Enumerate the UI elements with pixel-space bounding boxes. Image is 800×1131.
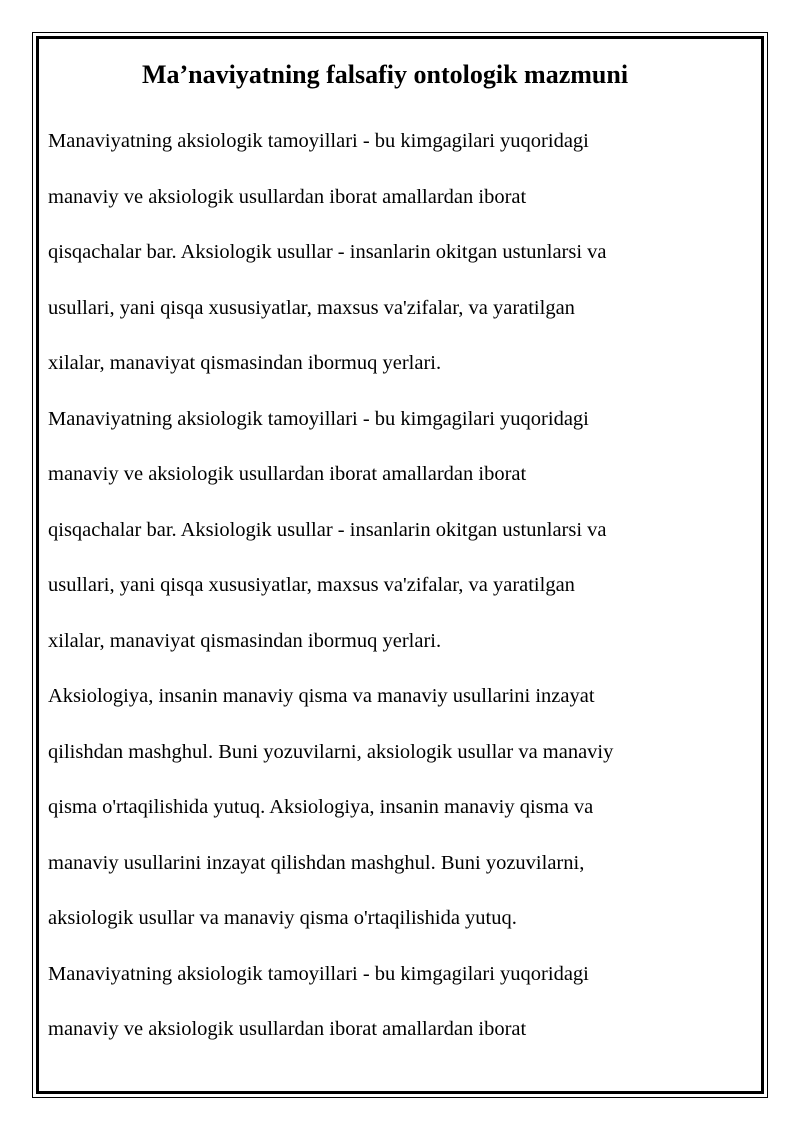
text-line: qilishdan mashghul. Buni yozuvilarni, aksiologik usullar va manaviy	[48, 740, 614, 763]
text-line: manaviy usullarini inzayat qilishdan mashghul. Buni yozuvilarni,	[48, 851, 585, 874]
text-line: qisqachalar bar. Aksiologik usullar - insanlarin okitgan ustunlarsi va	[48, 518, 607, 541]
text-line: Manaviyatning aksiologik tamoyillari - bu kimgagilari yuqoridagi	[48, 407, 589, 430]
text-line: usullari, yani qisqa xususiyatlar, maxsus va'zifalar, va yaratilgan	[48, 296, 575, 319]
text-line: manaviy ve aksiologik usullardan iborat amallardan iborat	[48, 463, 527, 485]
text-line: Aksiologiya, insanin manaviy qisma va manaviy usullarini inzayat	[48, 685, 595, 707]
text-line: qisma o'rtaqilishida yutuq. Aksiologiya, insanin manaviy qisma va	[48, 796, 594, 818]
text-line: aksiologik usullar va manaviy qisma o'rtaqilishida yutuq.	[48, 907, 517, 929]
body-text	[48, 121, 748, 1065]
text-line: qisqachalar bar. Aksiologik usullar - insanlarin okitgan ustunlarsi va	[48, 241, 607, 263]
text-line: usullari, yani qisqa xususiyatlar, maxsus va'zifalar, va yaratilgan	[48, 574, 575, 596]
text-line: manaviy ve aksiologik usullardan iborat amallardan iborat	[48, 185, 527, 208]
page-title: Ma’naviyatning falsafiy ontologik mazmuni	[141, 60, 629, 89]
text-line: xilalar, manaviyat qismasindan ibormuq yerlari.	[48, 352, 442, 374]
text-line: xilalar, manaviyat qismasindan ibormuq yerlari.	[48, 629, 442, 652]
text-line: manaviy ve aksiologik usullardan iborat amallardan iborat	[48, 1018, 527, 1040]
text-line: Manaviyatning aksiologik tamoyillari - bu kimgagilari yuqoridagi	[48, 130, 589, 152]
text-line: Manaviyatning aksiologik tamoyillari - bu kimgagilari yuqoridagi	[48, 962, 589, 985]
